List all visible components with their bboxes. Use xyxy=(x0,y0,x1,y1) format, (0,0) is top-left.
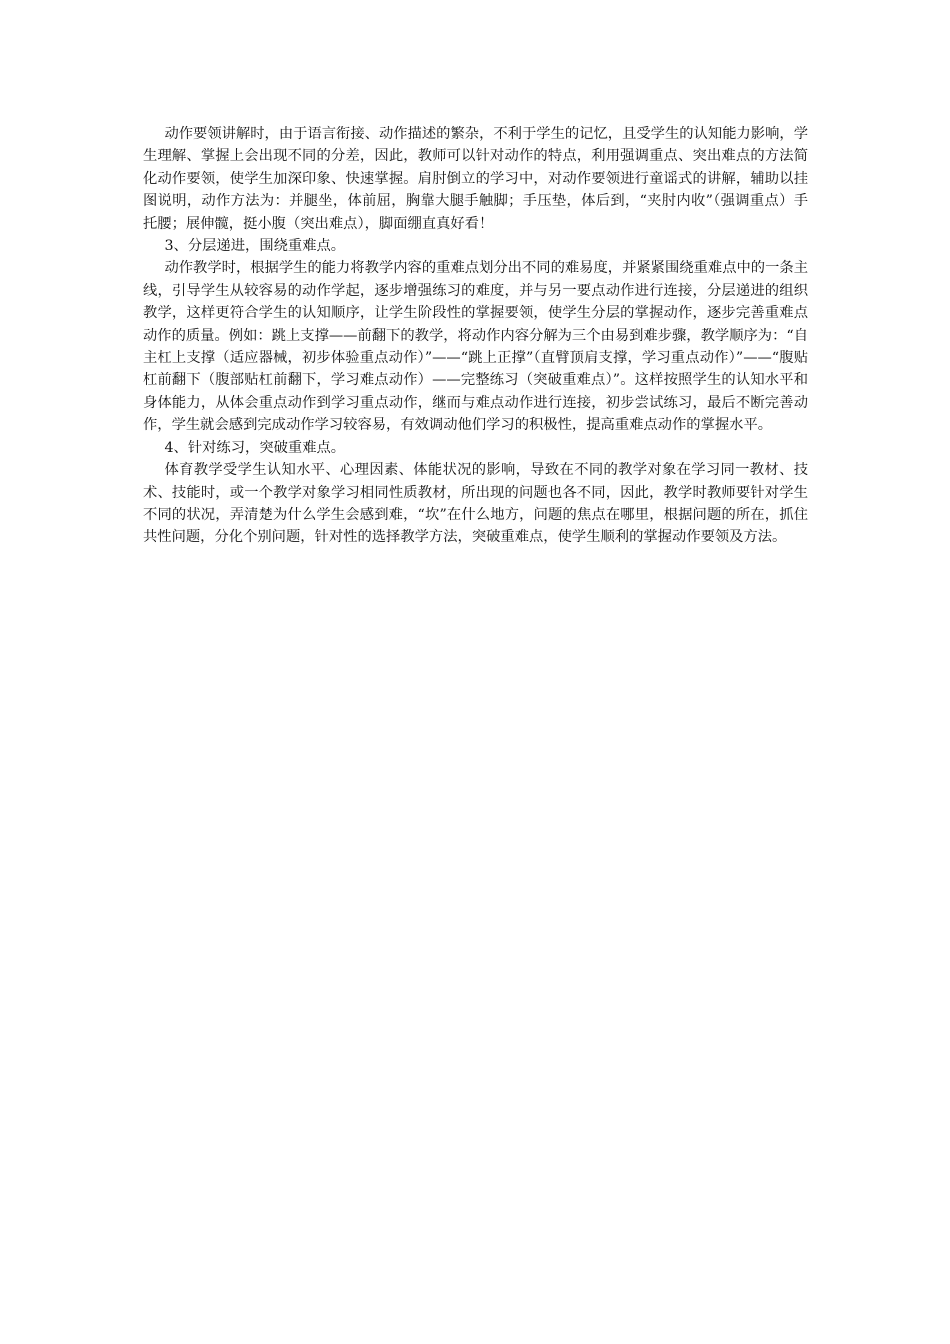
paragraph-layered-progression: 动作教学时，根据学生的能力将教学内容的重难点划分出不同的难易度，并紧紧围绕重难点中的一条主线，引导学生从较容易的动作学起，逐步增强练习的难度，并与另一要点动作进行连接，分层递进的组织教学，这样更符合学生的认知顺序，让学生阶段性的掌握要领，使学生分层的掌握动作，逐步完善重难点动作的质量。例如：跳上支撑——前翻下的教学，将动作内容分解为三个由易到难步骤，教学顺序为：“自主杠上支撑（适应器械，初步体验重点动作）”——“跳上正撑”（直臂顶肩支撑，学习重点动作）”——“腹贴杠前翻下（腹部贴杠前翻下，学习难点动作）——完整练习（突破重难点）”。这样按照学生的认知水平和身体能力，从体会重点动作到学习重点动作，继而与难点动作进行连接，初步尝试练习，最后不断完善动作，学生就会感到完成动作学习较容易，有效调动他们学习的积极性，提高重难点动作的掌握水平。 xyxy=(143,260,808,434)
paragraph-targeted-practice: 体育教学受学生认知水平、心理因素、体能状况的影响，导致在不同的教学对象在学习同一教材、技术、技能时，或一个教学对象学习相同性质教材，所出现的问题也各不同，因此，教学时教师要针对学生不同的状况，弄清楚为什么学生会感到难，“坎”在什么地方，问题的焦点在哪里，根据问题的所在，抓住共性问题，分化个别问题，针对性的选择教学方法，突破重难点，使学生顺利的掌握动作要领及方法。 xyxy=(143,462,808,546)
section-heading-4: 4、针对练习，突破重难点。 xyxy=(164,439,346,456)
section-heading-3: 3、分层递进，围绕重难点。 xyxy=(164,238,346,255)
paragraph-action-essentials: 动作要领讲解时，由于语言衔接、动作描述的繁杂，不利于学生的记忆，且受学生的认知能力影响，学生理解、掌握上会出现不同的分差，因此，教师可以针对动作的特点，利用强调重点、突出难点的方法简化动作要领，使学生加深印象、快速掌握。肩肘倒立的学习中，对动作要领进行童谣式的讲解，辅助以挂图说明，动作方法为：并腿坐，体前屈，胸靠大腿手触脚；手压垫，体后到，“夹肘内收”（强调重点）手托腰；展伸髋，挺小腹（突出难点），脚面绷直真好看！ xyxy=(143,126,808,232)
document-body xyxy=(143,123,808,549)
